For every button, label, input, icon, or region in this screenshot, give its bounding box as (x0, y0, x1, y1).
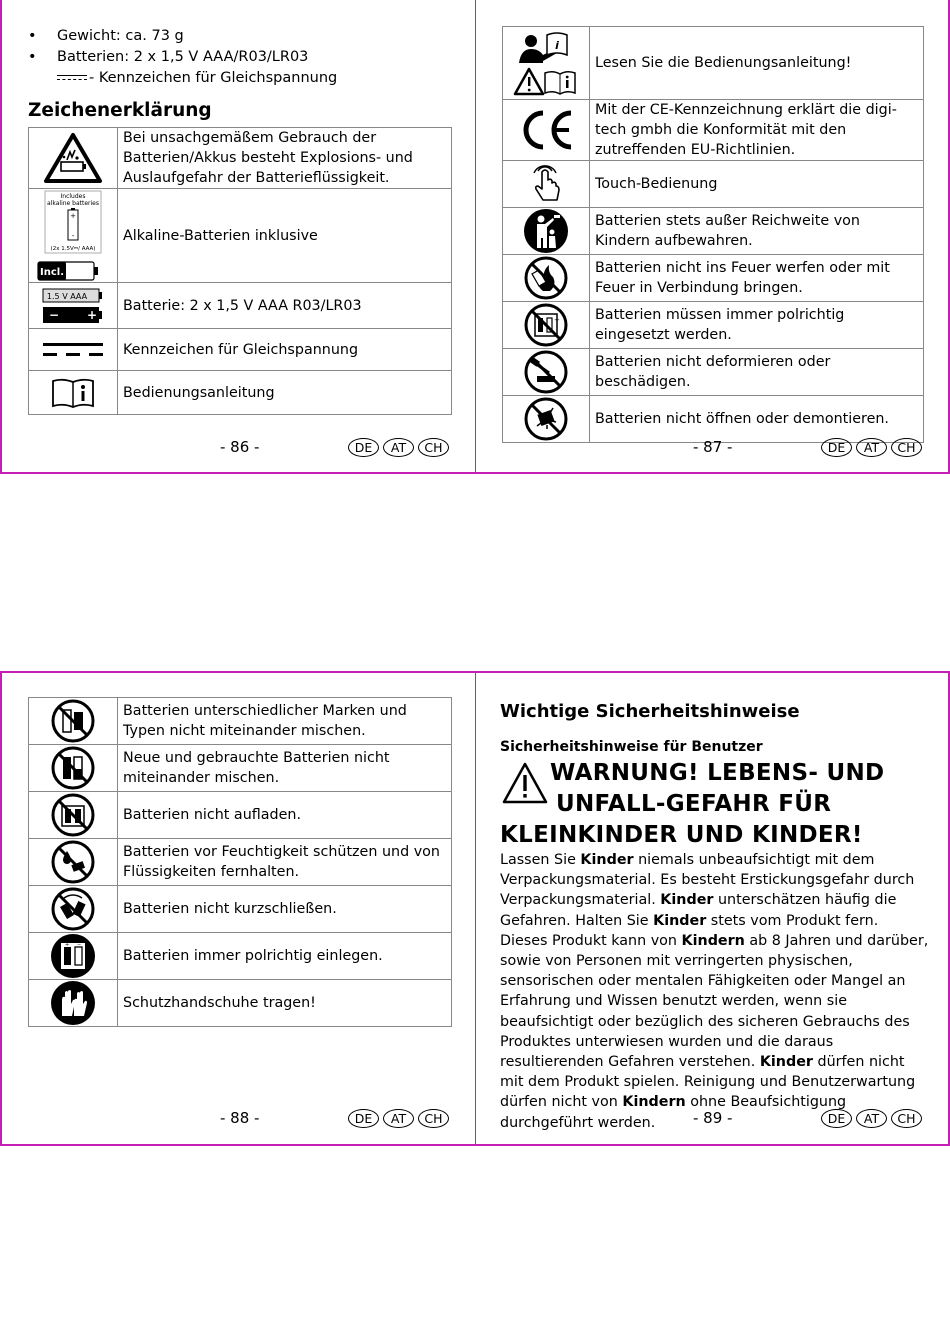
country-code-at: AT (856, 438, 887, 457)
page-86 (0, 0, 476, 474)
country-code-de: DE (348, 438, 379, 457)
wear-gloves-icon (29, 980, 118, 1027)
body-text: ohne Beaufsichtigung durchgeführt werden. (500, 1094, 847, 1131)
body-text: dürfen nicht mit dem Produkt spielen. Reinigung und Benutzerwartung dürfen nicht von (500, 1054, 916, 1111)
read-manual-icon (503, 27, 590, 100)
country-code-ch: CH (418, 1109, 449, 1128)
country-code-at: AT (383, 1109, 414, 1128)
warning-line-3: KLEINKINDER UND KINDER! (500, 822, 863, 848)
warning-line-2: UNFALL-GEFAHR FÜR (556, 791, 832, 817)
list-item: - Kennzeichen für Gleichspannung (28, 68, 337, 89)
svg-text:+: + (554, 316, 560, 324)
country-codes (821, 438, 922, 457)
symbol-table (28, 697, 452, 1027)
table-row: Mit der CE-Kennzeichnung erklärt die digi-tech gmbh die Konformität mit den zutreffenden EU-Richtlinien. (503, 100, 924, 161)
no-deform-icon (503, 349, 590, 396)
warning-triangle-icon (502, 761, 548, 805)
emphasis-text: Kindern (681, 932, 745, 949)
direct-current-symbol-icon (57, 74, 87, 82)
country-code-ch: CH (891, 1109, 922, 1128)
page-89 (475, 671, 950, 1146)
table-row: Batterien nicht deformieren oder beschädigen. (503, 349, 924, 396)
table-row: Batterien nicht kurzschließen. (29, 886, 452, 933)
country-code-de: DE (821, 1109, 852, 1128)
icon-label-aaa: 1.5 V AAA (46, 291, 88, 301)
table-row: Includes alkaline batteries + - (2x 1.5V⎓/ AAA) Incl. Alkaline-Batterien inklusive (29, 189, 452, 283)
table-row: Batterien stets außer Reichweite von Kindern aufbewahren. (503, 208, 924, 255)
icon-label-alkaline: alkaline batteries (47, 199, 99, 207)
country-code-at: AT (383, 438, 414, 457)
country-codes (821, 1109, 922, 1128)
no-fire-icon (503, 255, 590, 302)
emphasis-text: Kinder (653, 912, 707, 929)
svg-text:i: i (555, 39, 559, 52)
icon-label-incl: Incl. (40, 266, 64, 278)
page-88 (0, 671, 476, 1146)
keep-away-children-icon (503, 208, 590, 255)
table-row: Bedienungsanleitung (29, 371, 452, 415)
table-row: Bei unsachgemäßem Gebrauch der Batterien/Akkus besteht Explosions- und Auslaufgefahr der Batterieflüssigkeit. (29, 128, 452, 189)
spec-list (28, 26, 337, 89)
table-row: + Batterien müssen immer polrichtig eingesetzt werden. (503, 302, 924, 349)
table-row: Batterien vor Feuchtigkeit schützen und von Flüssigkeiten fernhalten. (29, 839, 452, 886)
body-text: niemals unbeaufsichtigt mit dem Verpackungsmaterial. Es besteht Erstickungsgefahr durch Verpackungsmaterial. (500, 852, 915, 909)
safety-paragraph (500, 850, 930, 1133)
body-text: Lassen Sie (500, 852, 581, 868)
body-text: ab 8 Jahren und darüber, sowie von Personen mit verringerten physischen, sensorischen oder mentalen Fähigkeiten oder Mangel an Erfahrung und Wissen benutzt werden, wenn sie beaufsichtigt oder bezüglich des sicheren Gebrauchs des Produktes unterwiesen wurden und die daraus resultierenden Gefahren verstehen. (500, 932, 929, 1071)
svg-text:+: + (70, 211, 76, 220)
page-87 (475, 0, 950, 474)
svg-text:-: - (71, 231, 75, 240)
page-number: - 88 - (220, 1109, 260, 1127)
icon-label-includes: Includes (60, 192, 86, 200)
polarity-icon (503, 302, 590, 349)
svg-text:−: − (77, 942, 82, 948)
country-code-ch: CH (891, 438, 922, 457)
manual-info-icon (29, 371, 118, 415)
body-text: stets vom Produkt fern. Dieses Produkt kann von (500, 912, 879, 949)
no-recharge-icon (29, 792, 118, 839)
table-row: Batterien nicht öffnen oder demontieren. (503, 396, 924, 443)
table-row: 1.5 V AAA − + Batterie: 2 x 1,5 V AAA R03/LR03 (29, 283, 452, 329)
svg-text:−: − (49, 307, 60, 322)
emphasis-text: Kinder (759, 1054, 813, 1071)
table-row: Batterien nicht ins Feuer werfen oder mit Feuer in Verbindung bringen. (503, 255, 924, 302)
table-row: Kennzeichen für Gleichspannung (29, 329, 452, 371)
table-row: i Lesen Sie die Bedienungsanleitung! (503, 27, 924, 100)
emphasis-text: Kinder (580, 852, 634, 868)
country-codes (348, 438, 449, 457)
no-open-icon (503, 396, 590, 443)
country-code-at: AT (856, 1109, 887, 1128)
table-row: Neue und gebrauchte Batterien nicht miteinander mischen. (29, 745, 452, 792)
symbol-table (28, 127, 452, 415)
subheading: Sicherheitshinweise für Benutzer (500, 739, 763, 755)
svg-text:+: + (65, 942, 70, 948)
page-number: - 87 - (693, 438, 733, 456)
emphasis-text: Kindern (622, 1094, 686, 1111)
battery-explosion-warning-icon (29, 128, 118, 189)
no-mix-brands-icon (29, 698, 118, 745)
no-mix-old-new-icon (29, 745, 118, 792)
symbol-table (502, 26, 924, 443)
page-number: - 86 - (220, 438, 260, 456)
table-row: + − Batterien immer polrichtig einlegen. (29, 933, 452, 980)
warning-line-1: WARNUNG! LEBENS- UND (550, 760, 885, 786)
body-text: unterschätzen häufig die Gefahren. Halten Sie (500, 892, 897, 929)
table-row: Schutzhandschuhe tragen! (29, 980, 452, 1027)
section-heading: Wichtige Sicherheitshinweise (500, 701, 800, 722)
list-item: • Gewicht: ca. 73 g (28, 28, 184, 44)
table-row: Touch-Bedienung (503, 161, 924, 208)
alkaline-batteries-included-icon (29, 189, 118, 283)
section-heading: Zeichenerklärung (28, 100, 212, 121)
no-moisture-icon (29, 839, 118, 886)
touch-hand-icon (503, 161, 590, 208)
battery-aaa-icon (29, 283, 118, 329)
list-item: • Batterien: 2 x 1,5 V AAA/R03/LR03 (28, 49, 309, 65)
country-codes (348, 1109, 449, 1128)
insert-polarity-icon (29, 933, 118, 980)
table-row: Batterien nicht aufladen. (29, 792, 452, 839)
direct-current-icon (29, 329, 118, 371)
page-number: - 89 - (693, 1109, 733, 1127)
icon-label-spec: (2x 1.5V⎓/ AAA) (50, 245, 96, 252)
svg-text:+: + (87, 307, 98, 322)
country-code-de: DE (821, 438, 852, 457)
country-code-ch: CH (418, 438, 449, 457)
emphasis-text: Kinder (660, 892, 714, 909)
country-code-de: DE (348, 1109, 379, 1128)
table-row: Batterien unterschiedlicher Marken und Typen nicht miteinander mischen. (29, 698, 452, 745)
no-short-circuit-icon (29, 886, 118, 933)
ce-mark-icon (503, 100, 590, 161)
